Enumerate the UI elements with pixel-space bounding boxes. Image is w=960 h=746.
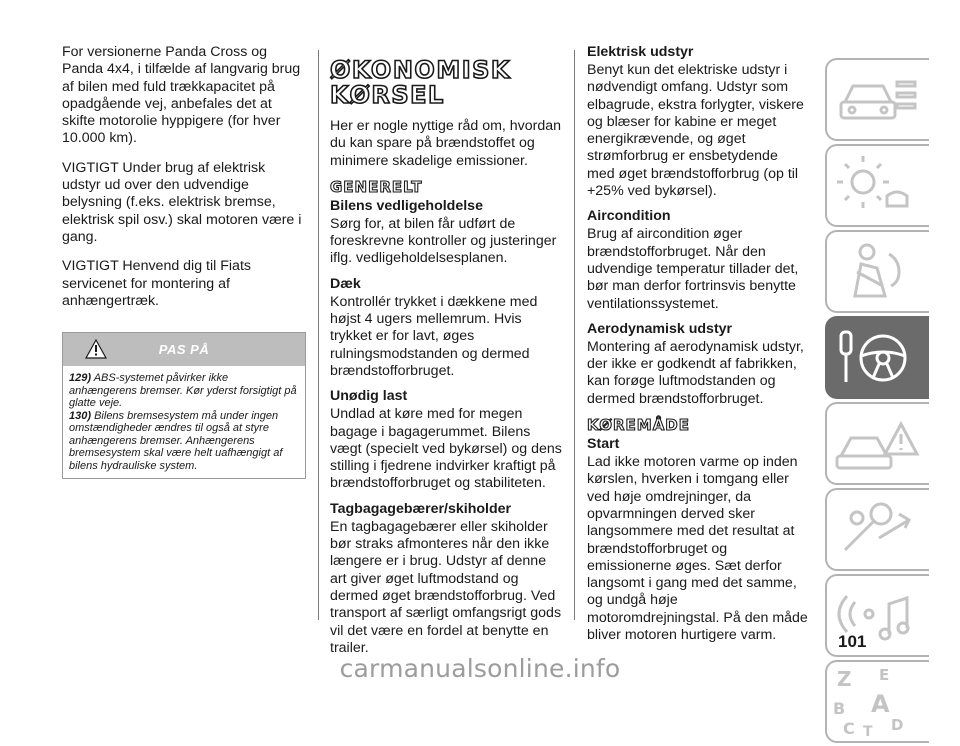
wrench-service-icon	[827, 490, 929, 569]
paragraph: For versionerne Panda Cross og Panda 4x4, i tilfælde af langvarig brug af bilen med fuld trækkapacitet på opadgående vej, anbefales det at skifte motorolie hyppigere (for hver 10.000 km).	[62, 44, 301, 147]
tab-emergency[interactable]	[825, 402, 929, 485]
heading: Dæk	[330, 275, 361, 292]
warning-header	[63, 333, 305, 366]
heading: Aerodynamisk udstyr	[587, 320, 733, 337]
warning-car-icon	[827, 404, 929, 483]
heading: Aircondition	[587, 208, 671, 225]
middle-column	[330, 44, 562, 665]
note-number: 129)	[69, 372, 92, 385]
intro-paragraph: Her er nogle nyttige råd om, hvordan du kan spare på brændstoffet og minimere skadelige emissioner.	[330, 118, 562, 169]
warning-box	[62, 332, 306, 479]
left-column	[62, 44, 306, 479]
note-text: Bilens bremsesystem må under ingen omstændigheder ændres til også at styre anhængerens bremser. Anhængerens bremsesystem skal være helt uafhængigt af bilens hydrauliske system.	[69, 409, 283, 472]
subsection-title: KØREMÅDE	[587, 416, 691, 435]
heading: Bilens vedligeholdelse	[330, 197, 483, 214]
warning-body	[63, 366, 305, 478]
heading: Unødig last	[330, 388, 408, 405]
column-divider	[574, 50, 575, 620]
svg-text:C: C	[843, 719, 855, 738]
key-steering-wheel-icon	[827, 318, 929, 397]
tab-maintenance[interactable]	[825, 488, 929, 571]
tab-starting-driving[interactable]	[825, 316, 929, 399]
paragraph: VIGTIGT Under brug af elektrisk udstyr ud over den udvendige belysning (f.eks. elektrisk bremse, elektrisk spil osv.) skal motoren være i gang.	[62, 159, 302, 245]
section-title: ØKONOMISK KØRSEL	[330, 56, 512, 109]
paragraph: Brug af aircondition øger brændstofforbruget. Når den udvendige temperatur tillader det, bør man derfor fortrinsvis benytte ventilationssystemet.	[587, 226, 799, 312]
tab-safety[interactable]	[825, 230, 929, 313]
paragraph: Kontrollér trykket i dækkene med højst 4 ugers mellemrum. Hvis trykket er for lavt, øges rulningsmodstanden og dermed brændstofforbruget.	[330, 293, 538, 379]
paragraph: VIGTIGT Henvend dig til Fiats servicenet for montering af anhængertræk.	[62, 258, 251, 309]
heading: Tagbagagebærer/skiholder	[330, 500, 512, 517]
page-number: 101	[838, 632, 867, 651]
watermark-link[interactable]: carmanualsonline.info	[339, 654, 621, 683]
svg-text:T: T	[863, 724, 873, 740]
note-text: ABS-systemet påvirker ikke anhængerens bremser. Kør yderst forsigtigt på glatte veje.	[69, 372, 297, 410]
warning-note	[69, 372, 299, 410]
heading: Elektrisk udstyr	[587, 44, 694, 60]
warning-note	[69, 410, 299, 473]
paragraph: Sørg for, at bilen får udført de foreskrevne kontroller og justeringer iflg. vedligeholdelsesplanen.	[330, 215, 557, 267]
tab-lights[interactable]	[825, 144, 929, 227]
column-divider	[318, 50, 319, 620]
car-dashboard-icon	[827, 60, 929, 139]
heading: Start	[587, 436, 620, 453]
svg-text:D: D	[891, 716, 904, 734]
svg-text:B: B	[833, 699, 846, 718]
paragraph: Benyt kun det elektriske udstyr i nødvendigt omfang. Udstyr som elbagrude, ekstra forlygter, viskere og blæser for kabine er meget energikrævende, og øget strømforbrug er ensbetydende med øget brændstofforbrug (op til +25% ved bykørsel).	[587, 62, 804, 200]
paragraph: En tagbagagebærer eller skiholder bør straks afmonteres når den ikke længere er i brug. Udstyr af denne art giver øget luftmodstand og dermed øget brændstofforbrug. Ved transport af særligt omfangsrigt gods vil det være en fordel at benytte en trailer.	[330, 518, 562, 656]
right-column	[587, 44, 809, 652]
paragraph: Lad ikke motoren varme op inden kørslen, hverken i tomgang eller ved høje omdrejninger, da opvarmningen derved sker langsommere med det resultat at brændstofforbruget og emissionerne øges. Sæt derfor langsomt i gang med det samme, og undgå høje motoromdrejningstal. På den måde bliver motoren hurtigere varm.	[587, 454, 808, 644]
sun-light-icon	[827, 146, 929, 225]
note-number: 130)	[69, 409, 92, 422]
seat-airbag-icon	[827, 232, 929, 311]
svg-text:Z: Z	[837, 667, 852, 691]
svg-text:A: A	[871, 690, 890, 718]
paragraph: Montering af aerodynamisk udstyr, der ikke er godkendt af fabrikken, kan forøge luftmodstanden og dermed brændstofforbruget.	[587, 338, 804, 407]
subsection-title: GENERELT	[330, 177, 423, 196]
paragraph: Undlad at køre med for megen bagage i bagagerummet. Bilens vægt (specielt ved bykørsel) og dens stilling i fjedrene indvirker kraftigt på brændstofforbruget og stabiliteten.	[330, 406, 562, 492]
warning-title: PAS PÅ	[158, 342, 210, 358]
tab-dashboard[interactable]	[825, 58, 929, 141]
svg-text:E: E	[879, 666, 890, 684]
